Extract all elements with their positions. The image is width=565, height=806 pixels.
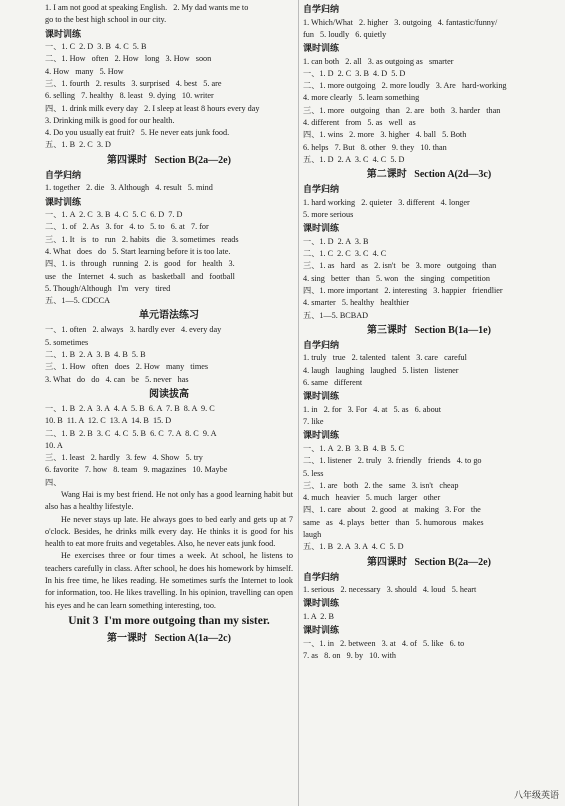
answer-line: 1. A 2. B (303, 611, 334, 621)
section-heading: 课时训练 (303, 43, 340, 54)
answer-line: 5. sometimes (45, 337, 89, 347)
answer-line: fun 5. loudly 6. quietly (303, 29, 387, 39)
answer-line: 三、1. as hard as 2. isn't be 3. more outgoing than (303, 261, 497, 271)
section-heading: 课时训练 (303, 430, 340, 441)
answer-line: 二、1. C 2. C 3. C 4. C (303, 249, 387, 259)
answer-line: 4. sing better than 5. won the singing competition (303, 273, 490, 283)
answer-line: 三、1. are both 2. the same 3. isn't cheap (303, 480, 459, 490)
answer-line: 二、1. B 2. A 3. B 4. B 5. B (45, 350, 146, 360)
section-heading: 自学归纳 (303, 184, 340, 195)
section-heading: 自学归纳 (45, 169, 82, 180)
lesson-title: 第一课时 Section A(1a—2c) (107, 633, 231, 645)
answer-line: 四、1. wins 2. more 3. higher 4. ball 5. Both (303, 130, 467, 140)
answer-line: 3. What do do 4. can be 5. never has (45, 374, 189, 384)
answer-line: 一、1. D 2. C 3. B 4. D 5. D (303, 68, 406, 78)
answer-line: 三、1. It is to run 2. habits die 3. sometimes reads (45, 234, 239, 244)
lesson-title: 阅读拔高 (149, 388, 189, 400)
answer-line: 6. favorite 7. how 8. team 9. magazines 10. Maybe (45, 465, 228, 475)
essay-paragraph: He never stays up late. He always goes to bed early and gets up at 7 o'clock. Besides, he drinks milk every day. He thinks it is good for his health to eat more fruits and vegetables. Also, he never eats junk food. (45, 514, 296, 549)
answer-line: 5. less (303, 468, 324, 478)
answer-line: 4. laugh laughing laughed 5. listen listener (303, 365, 459, 375)
answer-line: 1. in 2. for 3. For 4. at 5. as 6. about (303, 404, 442, 414)
section-heading: 自学归纳 (303, 571, 340, 582)
section-heading: 课时训练 (303, 223, 340, 234)
answer-line: 一、1. in 2. between 3. at 4. of 5. like 6. to (303, 638, 465, 648)
section-heading: 自学归纳 (303, 4, 340, 14)
answer-line: laugh (303, 530, 322, 539)
answer-line: 五、1—5. CDCCA (45, 296, 111, 306)
answer-line: 二、1. listener 2. truly 3. friendly friends 4. to go (303, 456, 482, 466)
answer-line: 一、1. D 2. A 3. B (303, 236, 369, 246)
answer-line: 6. same different (303, 378, 363, 388)
answer-line: 三、1. least 2. hardly 3. few 4. Show 5. try (45, 453, 203, 463)
answer-line: 五、1. B 2. A 3. A 4. C 5. D (303, 542, 404, 552)
answer-line: 三、1. How often does 2. How many times (45, 362, 209, 372)
answer-line: 二、1. more outgoing 2. more loudly 3. Are hard-working (303, 81, 507, 91)
answer-line: 7. like (303, 417, 324, 427)
answer-line: 1. together 2. die 3. Although 4. result 5. mind (45, 183, 213, 193)
answer-line: 7. as 8. on 9. by 10. with (303, 650, 397, 660)
answer-line: 1. I am not good at speaking English. 2. My dad wants me to (45, 3, 249, 12)
answer-line: 5. Though/Although I'm very tired (45, 283, 171, 293)
answer-line: 四、1. more important 2. interesting 3. happier friendlier (303, 286, 503, 296)
section-heading: 课时训练 (303, 598, 340, 609)
answer-line: 4. smarter 5. healthy healthier (303, 298, 409, 308)
section-heading: 课时训练 (303, 625, 340, 636)
answer-line: 五、1—5. BCBAD (303, 310, 369, 320)
left-column (45, 2, 296, 647)
section-heading: 自学归纳 (303, 339, 340, 350)
answer-line: 1. can both 2. all 3. as outgoing as smarter (303, 56, 454, 66)
answer-line: 10. B 11. A 12. C 13. A 14. B 15. D (45, 416, 172, 426)
answer-line: 二、1. B 2. B 3. C 4. C 5. B 6. C 7. A 8. C 9. A (45, 428, 217, 438)
answer-line: 3. Drinking milk is good for our health. (45, 115, 175, 125)
answer-line: 10. A (45, 440, 63, 450)
right-column (303, 2, 555, 662)
column-divider (298, 0, 299, 806)
answer-line: 三、1. more outgoing than 2. are both 3. harder than (303, 105, 501, 115)
answer-line: 1. serious 2. necessary 3. should 4. loud 5. heart (303, 585, 477, 595)
answer-line: 一、1. B 2. A 3. A 4. A 5. B 6. A 7. B 8. A 9. C (45, 403, 215, 413)
answer-line: 6. selling 7. healthy 8. least 9. dying 10. writer (45, 91, 214, 101)
answer-line: 5. more serious (303, 210, 354, 220)
answer-line: 四、1. is through running 2. is good for health 3. (45, 259, 235, 269)
answer-line: 五、1. B 2. C 3. D (45, 140, 111, 150)
answer-line: 四、1. care about 2. good at making 3. For the (303, 505, 481, 515)
footer-corner-label: 八年级英语 (513, 789, 559, 800)
unit-title: Unit 3 I'm more outgoing than my sister. (68, 614, 270, 627)
answer-line: same as 4. plays better than 5. humorous makes (303, 517, 484, 527)
lesson-title: 第四课时 Section B(2a—2e) (107, 154, 231, 166)
answer-line: 4. much heavier 5. much larger other (303, 493, 441, 503)
essay-paragraph: He exercises three or four times a week. At school, he listens to teachers carefully in class. After school, he does his homework by himself. In his free time, he likes reading. He sometimes surfs the Internet to look for information, too. He likes travelling. In his opinion, travelling can open his eyes and he can learn something interesting, too. (45, 551, 296, 610)
answer-line: 1. hard working 2. quieter 3. different 4. longer (303, 197, 470, 207)
section-heading: 课时训练 (45, 196, 82, 207)
essay-paragraph: Wang Hai is my best friend. He not only has a good learning habit but also has a healthy lifestyle. (45, 490, 296, 512)
answer-line: 五、1. D 2. A 3. C 4. C 5. D (303, 154, 405, 164)
answer-line: 一、1. often 2. always 3. hardly ever 4. every day (45, 325, 222, 335)
answer-line: 一、1. A 2. B 3. B 4. B 5. C (303, 443, 404, 453)
answer-line: 4. different from 5. as well as (303, 118, 416, 128)
answer-line: use the Internet 4. such as basketball and football (45, 271, 235, 281)
lesson-title: 第四课时 Section B(2a—2e) (367, 556, 491, 568)
answer-line: 4. more clearly 5. learn something (303, 93, 420, 103)
lesson-title: 第二课时 Section A(2d—3c) (366, 169, 492, 181)
answer-line: 4. How many 5. How (45, 66, 124, 76)
lesson-title: 单元语法练习 (139, 310, 199, 322)
answer-line: 二、1. of 2. As 3. for 4. to 5. to 6. at 7. for (45, 222, 209, 232)
section-heading: 课时训练 (303, 391, 340, 402)
answer-line: 二、1. How often 2. How long 3. How soon (45, 54, 212, 64)
answer-line: 四、1. drink milk every day 2. I sleep at least 8 hours every day (45, 103, 260, 113)
answer-line: 四、 (45, 477, 62, 487)
answer-line: 6. helps 7. But 8. other 9. they 10. than (303, 142, 447, 152)
answer-line: go to the best high school in our city. (45, 15, 167, 25)
answer-line: 1. Which/What 2. higher 3. outgoing 4. fantastic/funny/ (303, 17, 498, 27)
answer-line: 4. What does do 5. Start learning before it is too late. (45, 246, 231, 256)
answer-line: 三、1. fourth 2. results 3. surprised 4. best 5. are (45, 78, 222, 88)
lesson-title: 第三课时 Section B(1a—1e) (367, 324, 491, 336)
answer-line: 4. Do you usually eat fruit? 5. He never eats junk food. (45, 128, 230, 138)
answer-line: 1. truly true 2. talented talent 3. care careful (303, 353, 467, 363)
section-heading: 课时训练 (45, 28, 82, 39)
answer-line: 一、1. C 2. D 3. B 4. C 5. B (45, 42, 147, 52)
answer-line: 一、1. A 2. C 3. B 4. C 5. C 6. D 7. D (45, 210, 183, 220)
